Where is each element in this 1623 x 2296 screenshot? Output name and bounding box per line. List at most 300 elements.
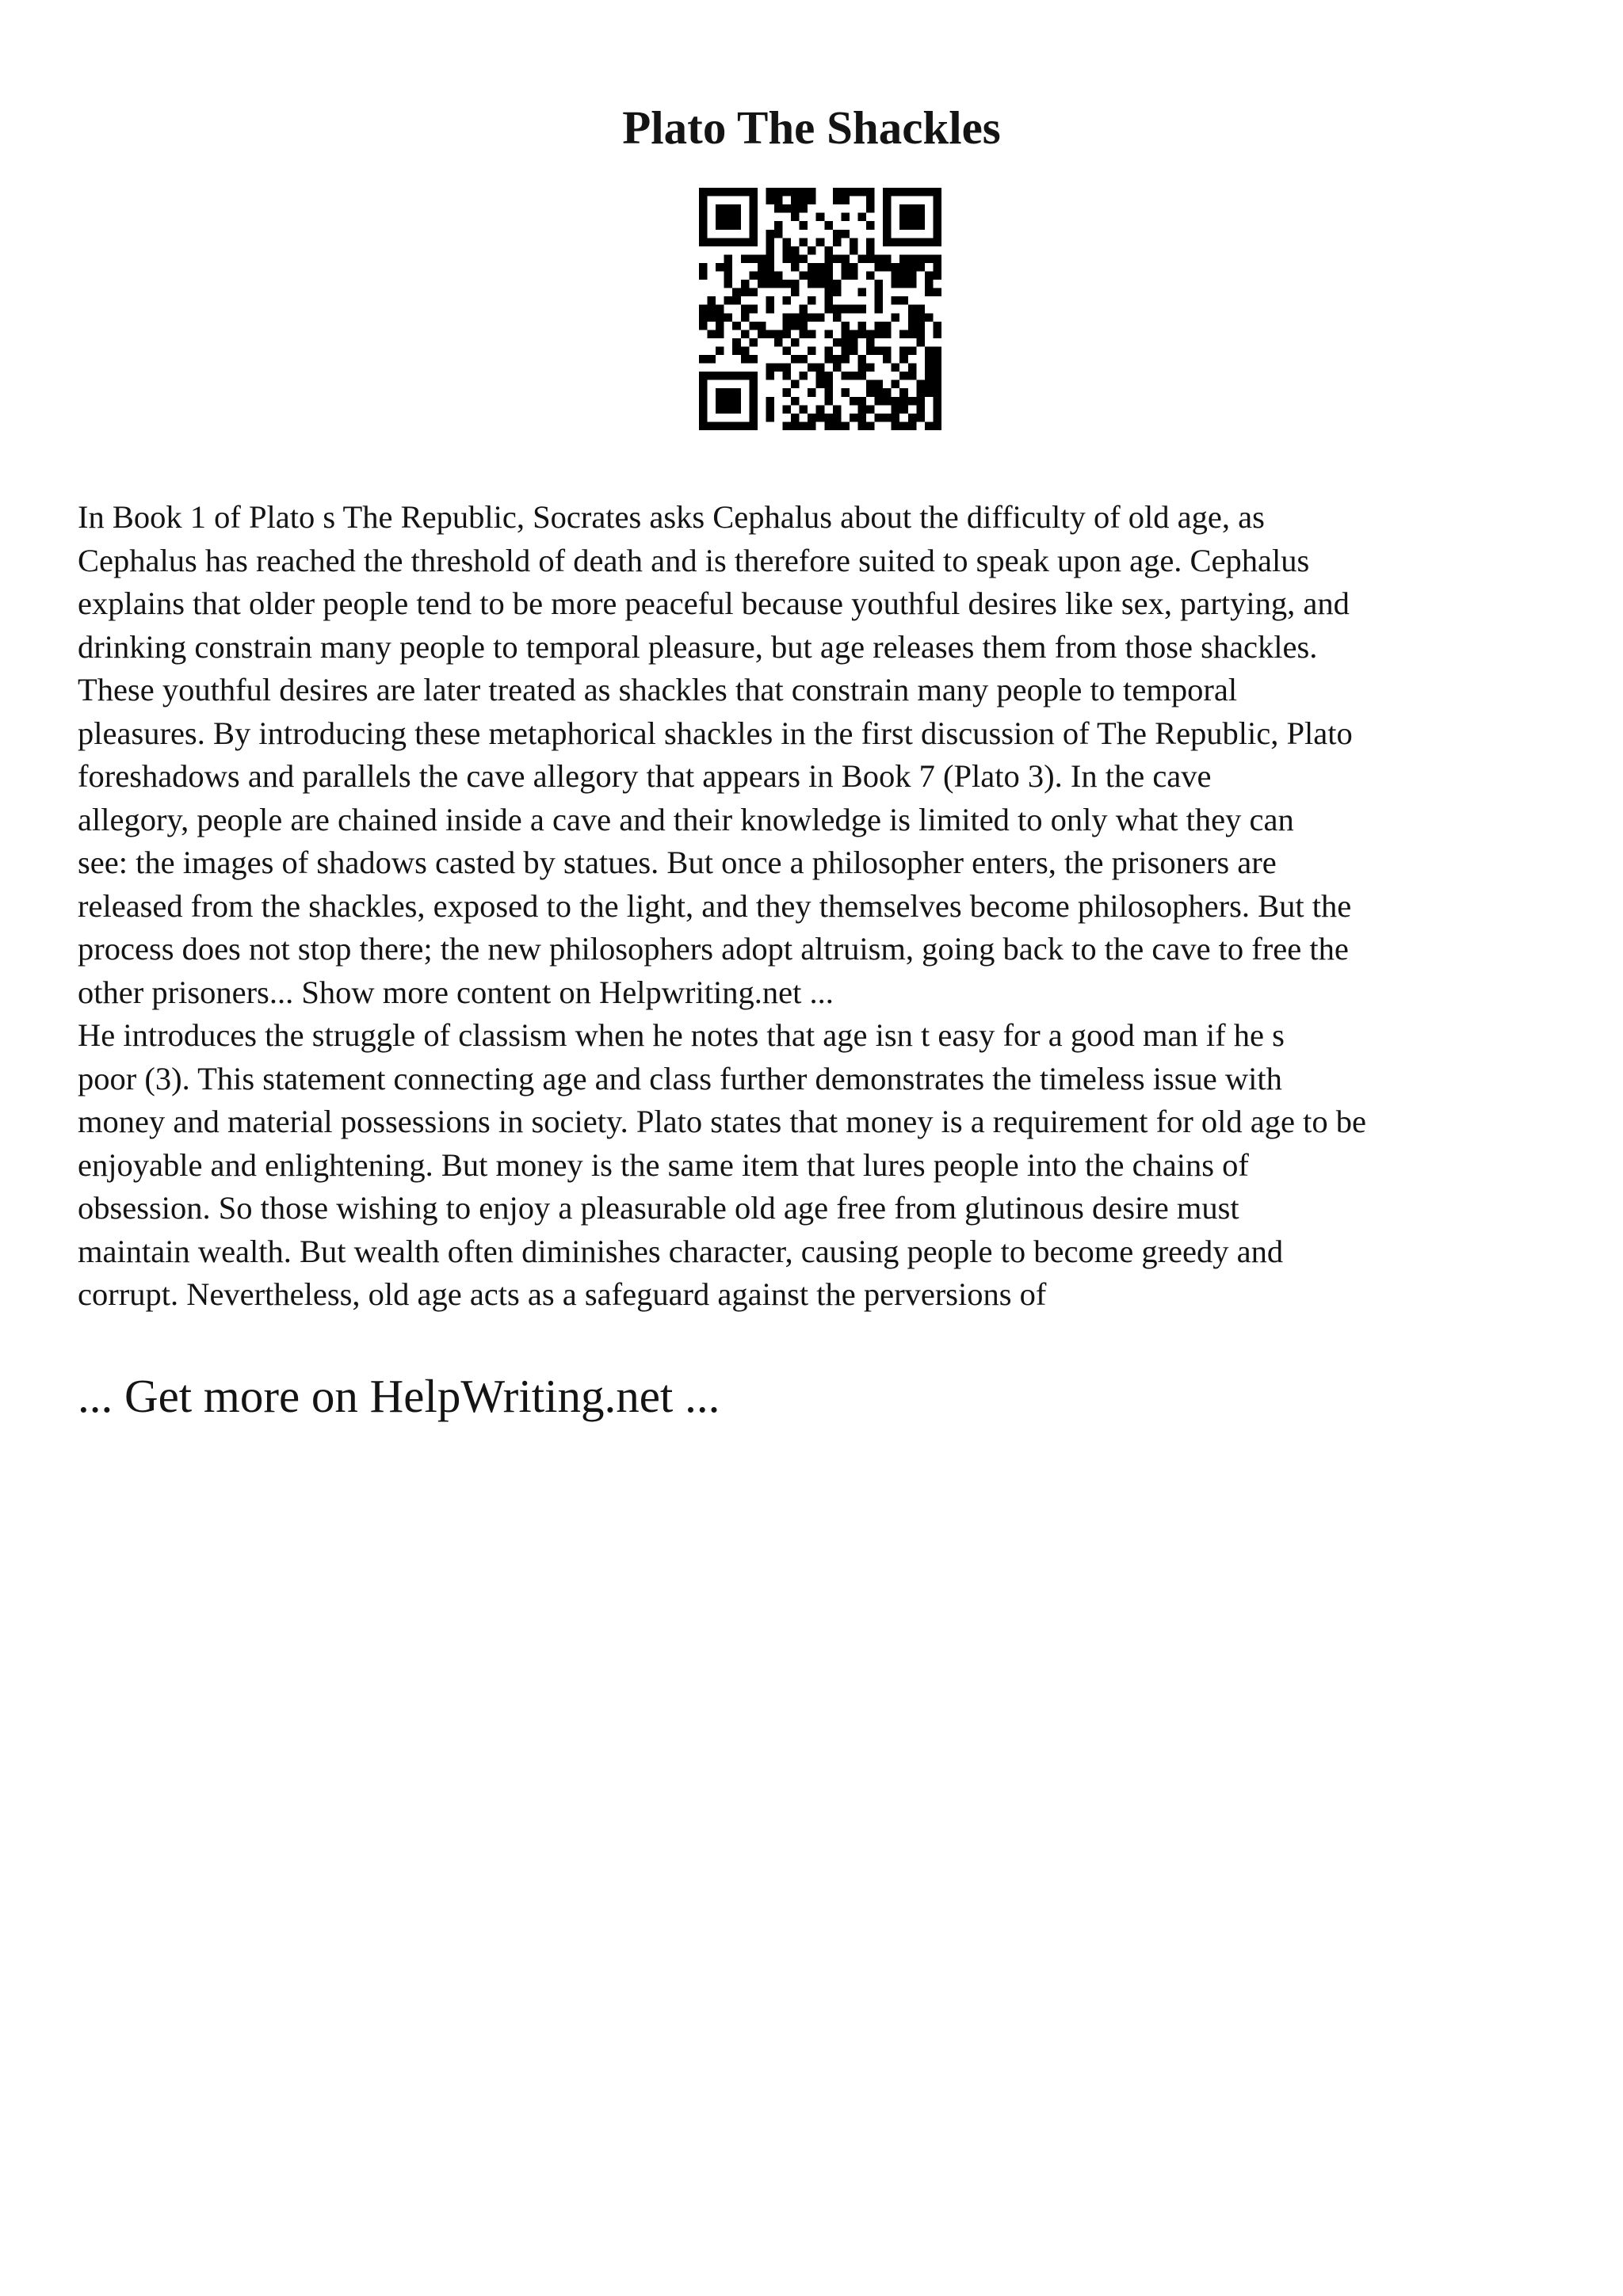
qr-module (732, 322, 741, 330)
qr-module (699, 238, 708, 246)
qr-module (749, 338, 758, 347)
qr-module (716, 263, 724, 272)
qr-module (816, 263, 825, 272)
qr-module (783, 188, 792, 196)
qr-module (749, 272, 758, 280)
qr-module (749, 397, 758, 406)
paragraph-line: explains that older people tend to be more peaceful because youthful desires like sex, partying, and (78, 585, 1350, 621)
qr-module (883, 355, 892, 364)
qr-module (741, 188, 750, 196)
qr-module (857, 322, 866, 330)
qr-module (766, 188, 774, 196)
qr-module (883, 388, 892, 397)
qr-module (699, 221, 708, 230)
qr-module (783, 296, 792, 305)
qr-module (732, 397, 741, 406)
qr-module (883, 213, 892, 222)
qr-module (724, 388, 733, 397)
qr-module (916, 405, 925, 414)
qr-module (933, 288, 941, 297)
qr-module (766, 372, 774, 380)
qr-module (724, 254, 733, 263)
qr-module (933, 414, 941, 422)
qr-module (892, 296, 900, 305)
qr-module (741, 313, 750, 322)
qr-module (749, 221, 758, 230)
qr-module (833, 313, 842, 322)
qr-module (916, 338, 925, 347)
qr-module (766, 405, 774, 414)
qr-module (824, 254, 833, 263)
qr-module (883, 230, 892, 238)
qr-module (699, 388, 708, 397)
paragraph-line: money and material possessions in society. Plato states that money is a requirement for old age to be (78, 1104, 1366, 1139)
qr-module (899, 254, 908, 263)
qr-module (916, 414, 925, 422)
qr-module (899, 272, 908, 280)
qr-module (866, 272, 875, 280)
qr-module (708, 355, 716, 364)
qr-module (758, 263, 766, 272)
qr-module (791, 204, 800, 213)
qr-module (933, 355, 941, 364)
paragraph-line: process does not stop there; the new philosophers adopt altruism, going back to the cave to free the (78, 931, 1349, 967)
paragraph-line: foreshadows and parallels the cave allegory that appears in Book 7 (Plato 3). In the cave (78, 758, 1212, 794)
qr-module (833, 254, 842, 263)
qr-module (866, 380, 875, 389)
qr-module (699, 230, 708, 238)
qr-module (933, 397, 941, 406)
qr-module (774, 196, 783, 205)
qr-module (899, 330, 908, 338)
qr-module (824, 221, 833, 230)
qr-module (749, 204, 758, 213)
qr-module (808, 296, 816, 305)
qr-module (699, 380, 708, 389)
qr-module (816, 313, 825, 322)
qr-module (808, 280, 816, 288)
qr-module (925, 355, 934, 364)
paragraph-line: drinking constrain many people to temporal pleasure, but age releases them from those shackles. (78, 628, 1318, 665)
qr-module (841, 188, 850, 196)
qr-module (774, 230, 783, 238)
qr-module (850, 346, 858, 355)
paragraph-line: He introduces the struggle of classism when he notes that age isn t easy for a good man if he s (78, 1017, 1285, 1053)
qr-module (724, 372, 733, 380)
qr-module (899, 204, 908, 213)
paragraph-line: maintain wealth. But wealth often diminishes character, causing people to become greedy and (78, 1233, 1284, 1269)
qr-module (741, 355, 750, 364)
qr-module (732, 338, 741, 347)
qr-module (741, 346, 750, 355)
qr-module (732, 213, 741, 222)
qr-module (925, 372, 934, 380)
qr-module (732, 221, 741, 230)
qr-module (908, 254, 917, 263)
qr-module (699, 421, 708, 430)
qr-module (866, 338, 875, 347)
qr-module (808, 246, 816, 255)
qr-module (800, 238, 808, 246)
qr-module (908, 364, 917, 372)
qr-module (791, 188, 800, 196)
qr-module (758, 322, 766, 330)
qr-module (857, 405, 866, 414)
qr-module (857, 414, 866, 422)
qr-module (783, 405, 792, 414)
qr-module (892, 188, 900, 196)
qr-module (866, 196, 875, 205)
qr-module (841, 254, 850, 263)
qr-module (724, 296, 733, 305)
qr-module (766, 397, 774, 406)
qr-module (833, 421, 842, 430)
qr-module (699, 313, 708, 322)
document-title: Plato The Shackles (622, 101, 1001, 154)
qr-module (758, 280, 766, 288)
qr-module (892, 280, 900, 288)
qr-module (791, 380, 800, 389)
qr-module (699, 322, 708, 330)
qr-module (892, 364, 900, 372)
qr-module (841, 263, 850, 272)
paragraph-line: In Book 1 of Plato s The Republic, Socrates asks Cephalus about the difficulty of old age, as (78, 499, 1265, 535)
qr-module (824, 397, 833, 406)
qr-module (916, 322, 925, 330)
qr-module (766, 364, 774, 372)
qr-module (875, 388, 884, 397)
paragraph-1 (78, 496, 1568, 1014)
qr-module (899, 388, 908, 397)
qr-module (866, 254, 875, 263)
qr-module (766, 296, 774, 305)
qr-module (808, 263, 816, 272)
qr-module (749, 405, 758, 414)
qr-module (824, 246, 833, 255)
qr-module (749, 288, 758, 297)
qr-module (791, 280, 800, 288)
qr-module (933, 380, 941, 389)
qr-module (925, 272, 934, 280)
qr-module (699, 196, 708, 205)
qr-module (791, 322, 800, 330)
qr-module (716, 305, 724, 314)
qr-module (724, 263, 733, 272)
qr-module (800, 196, 808, 205)
qr-module (816, 414, 825, 422)
qr-module (732, 346, 741, 355)
qr-module (732, 296, 741, 305)
qr-module (850, 372, 858, 380)
qr-module (908, 272, 917, 280)
qr-module (791, 414, 800, 422)
qr-module (724, 405, 733, 414)
qr-module (783, 330, 792, 338)
qr-module (758, 272, 766, 280)
qr-module (933, 238, 941, 246)
qr-module (774, 330, 783, 338)
qr-module (916, 330, 925, 338)
qr-module (699, 397, 708, 406)
qr-module (933, 405, 941, 414)
qr-module (708, 188, 716, 196)
qr-module (916, 213, 925, 222)
qr-module (783, 421, 792, 430)
paragraph-line: These youthful desires are later treated as shackles that constrain many people to temporal (78, 672, 1238, 707)
qr-module (875, 414, 884, 422)
qr-module (708, 330, 716, 338)
qr-module (925, 280, 934, 288)
qr-module (791, 263, 800, 272)
qr-module (716, 204, 724, 213)
paragraph-line: released from the shackles, exposed to the light, and they themselves become philosophers. But the (78, 887, 1352, 924)
qr-module (791, 288, 800, 297)
qr-code-icon[interactable] (699, 188, 941, 430)
qr-module (783, 313, 792, 322)
qr-module (841, 346, 850, 355)
get-more-link[interactable]: ... Get more on HelpWriting.net ... (78, 1370, 720, 1422)
qr-module (899, 221, 908, 230)
qr-module (875, 380, 884, 389)
qr-module (908, 322, 917, 330)
qr-module (708, 238, 716, 246)
qr-module (899, 296, 908, 305)
qr-module (841, 388, 850, 397)
qr-module (933, 388, 941, 397)
qr-module (833, 280, 842, 288)
qr-module (850, 272, 858, 280)
qr-module (724, 204, 733, 213)
qr-module (833, 414, 842, 422)
qr-module (766, 230, 774, 238)
qr-module (800, 330, 808, 338)
qr-module (899, 397, 908, 406)
paragraph-line: pleasures. By introducing these metaphorical shackles in the first discussion of The Republic, Plato (78, 715, 1353, 751)
qr-module (933, 188, 941, 196)
qr-module (749, 238, 758, 246)
qr-module (808, 272, 816, 280)
qr-module (791, 196, 800, 205)
qr-module (791, 246, 800, 255)
paragraph-line-show-more[interactable]: other prisoners... Show more content on Helpwriting.net ... (78, 974, 834, 1010)
qr-module (883, 238, 892, 246)
qr-module (732, 288, 741, 297)
qr-module (866, 204, 875, 213)
qr-module (724, 213, 733, 222)
qr-module (699, 355, 708, 364)
qr-module (925, 188, 934, 196)
qr-module (791, 313, 800, 322)
qr-module (857, 355, 866, 364)
qr-module (883, 188, 892, 196)
qr-module (883, 263, 892, 272)
qr-module (724, 221, 733, 230)
qr-module (766, 263, 774, 272)
qr-module (875, 322, 884, 330)
qr-module (808, 388, 816, 397)
qr-module (808, 330, 816, 338)
qr-module (816, 272, 825, 280)
qr-module (857, 254, 866, 263)
qr-module (833, 230, 842, 238)
qr-module (933, 346, 941, 355)
qr-module (699, 272, 708, 280)
qr-module (866, 221, 875, 230)
qr-module (800, 254, 808, 263)
qr-module (833, 338, 842, 347)
qr-module (908, 372, 917, 380)
qr-module (892, 414, 900, 422)
qr-module (749, 421, 758, 430)
qr-module (774, 338, 783, 347)
qr-module (908, 221, 917, 230)
qr-module (791, 355, 800, 364)
qr-module (741, 372, 750, 380)
qr-module (850, 414, 858, 422)
qr-module (925, 313, 934, 322)
qr-module (741, 305, 750, 314)
paragraph-line: obsession. So those wishing to enjoy a pleasurable old age free from glutinous desire must (78, 1190, 1239, 1226)
qr-module (841, 372, 850, 380)
qr-module (883, 196, 892, 205)
qr-module (724, 313, 733, 322)
qr-module (808, 188, 816, 196)
qr-module (933, 213, 941, 222)
qr-module (774, 272, 783, 280)
qr-module (800, 405, 808, 414)
qr-module (699, 405, 708, 414)
qr-module (916, 380, 925, 389)
qr-module (833, 364, 842, 372)
qr-module (925, 238, 934, 246)
article-body (78, 496, 1568, 1317)
qr-module (716, 188, 724, 196)
qr-module (933, 196, 941, 205)
qr-module (766, 414, 774, 422)
qr-module (916, 221, 925, 230)
qr-module (783, 280, 792, 288)
qr-module (783, 322, 792, 330)
qr-module (708, 421, 716, 430)
qr-module (841, 272, 850, 280)
qr-module (749, 380, 758, 389)
qr-module (732, 372, 741, 380)
qr-module (850, 238, 858, 246)
qr-module (699, 372, 708, 380)
qr-module (883, 397, 892, 406)
qr-module (866, 238, 875, 246)
qr-module (875, 254, 884, 263)
qr-module (774, 204, 783, 213)
qr-module (916, 397, 925, 406)
qr-module (741, 330, 750, 338)
qr-module (732, 238, 741, 246)
qr-module (808, 414, 816, 422)
qr-module (933, 330, 941, 338)
qr-module (824, 421, 833, 430)
qr-module (716, 388, 724, 397)
qr-module (716, 213, 724, 222)
qr-module (925, 388, 934, 397)
qr-module (716, 313, 724, 322)
qr-module (724, 421, 733, 430)
qr-module (857, 421, 866, 430)
qr-module (908, 313, 917, 322)
qr-module (724, 188, 733, 196)
qr-module (824, 288, 833, 297)
paragraph-line: poor (3). This statement connecting age and class further demonstrates the timeless issue with (78, 1060, 1282, 1097)
qr-module (883, 221, 892, 230)
qr-module (783, 388, 792, 397)
qr-module (800, 204, 808, 213)
qr-module (866, 364, 875, 372)
qr-module (816, 405, 825, 414)
qr-module (899, 405, 908, 414)
qr-module (716, 221, 724, 230)
qr-module (783, 246, 792, 255)
paragraph-2 (78, 1014, 1568, 1317)
qr-module (699, 305, 708, 314)
qr-module (899, 263, 908, 272)
qr-module (883, 254, 892, 263)
qr-module (933, 272, 941, 280)
qr-module (908, 346, 917, 355)
qr-module (866, 188, 875, 196)
qr-module (892, 405, 900, 414)
qr-module (732, 188, 741, 196)
qr-module (800, 421, 808, 430)
qr-module (783, 254, 792, 263)
qr-module (824, 330, 833, 338)
qr-module (883, 414, 892, 422)
qr-module (857, 330, 866, 338)
qr-module (724, 272, 733, 280)
qr-module (816, 372, 825, 380)
qr-module (749, 305, 758, 314)
qr-module (925, 288, 934, 297)
qr-module (699, 188, 708, 196)
qr-module (892, 397, 900, 406)
qr-module (716, 405, 724, 414)
qr-module (699, 414, 708, 422)
qr-module (808, 364, 816, 372)
qr-module (875, 397, 884, 406)
qr-module (699, 263, 708, 272)
qr-module (791, 213, 800, 222)
qr-module (766, 305, 774, 314)
qr-module (850, 188, 858, 196)
qr-module (933, 322, 941, 330)
qr-module (716, 421, 724, 430)
qr-module (766, 280, 774, 288)
qr-module (857, 188, 866, 196)
qr-module (766, 196, 774, 205)
qr-module (708, 372, 716, 380)
qr-module (916, 188, 925, 196)
qr-module (833, 238, 842, 246)
paragraph-line: corrupt. Nevertheless, old age acts as a safeguard against the perversions of (78, 1276, 1047, 1312)
qr-module (933, 230, 941, 238)
qr-module (766, 238, 774, 246)
qr-module (875, 288, 884, 297)
qr-module (824, 263, 833, 272)
qr-module (783, 238, 792, 246)
paragraph-line: enjoyable and enlightening. But money is the same item that lures people into the chains of (78, 1146, 1249, 1183)
qr-module (800, 355, 808, 364)
qr-module (800, 188, 808, 196)
qr-module (749, 414, 758, 422)
qr-module (708, 296, 716, 305)
